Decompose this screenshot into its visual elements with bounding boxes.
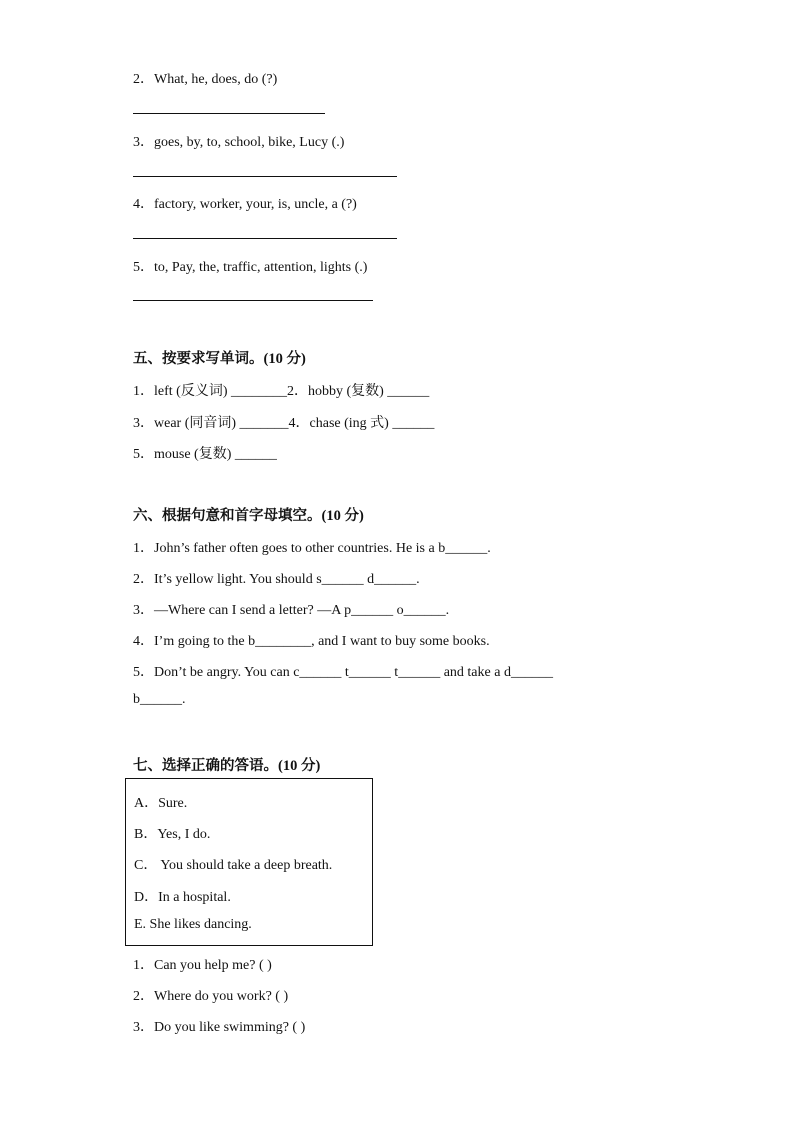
option-e: E. She likes dancing.	[134, 917, 252, 932]
answer-line	[133, 113, 325, 114]
s7-question-1: 1．Can you help me? ( )	[133, 958, 272, 973]
s4-item-3: 3．goes, by, to, school, bike, Lucy (.)	[133, 135, 345, 150]
s6-line-3: 3．—Where can I send a letter? —A p______ o______.	[133, 603, 450, 618]
s5-line-1: 1．left (反义词) ________2．hobby (复数) ______	[133, 384, 430, 399]
s5-line-2: 3．wear (同音词) _______4．chase (ing 式) ______	[133, 416, 435, 431]
s4-item-4: 4．factory, worker, your, is, uncle, a (?)	[133, 197, 357, 212]
s7-question-2: 2．Where do you work? ( )	[133, 989, 289, 1004]
option-c: C． You should take a deep breath.	[134, 858, 333, 873]
s6-line-5-cont: b______.	[133, 692, 186, 707]
s7-question-3: 3．Do you like swimming? ( )	[133, 1020, 306, 1035]
s6-line-1: 1．John’s father often goes to other countries. He is a b______.	[133, 541, 491, 556]
answer-line	[133, 176, 397, 177]
s6-line-5: 5．Don’t be angry. You can c______ t______ t______ and take a d______	[133, 665, 553, 680]
option-b: B．Yes, I do.	[134, 827, 211, 842]
section-6-title: 六、根据句意和首字母填空。(10 分)	[133, 508, 364, 524]
s4-item-5: 5．to, Pay, the, traffic, attention, lights (.)	[133, 260, 368, 275]
s5-line-3: 5．mouse (复数) ______	[133, 447, 277, 462]
s4-item-2: 2．What, he, does, do (?)	[133, 72, 278, 87]
answer-line	[133, 300, 373, 301]
option-d: D．In a hospital.	[134, 890, 231, 905]
s6-line-2: 2．It’s yellow light. You should s______ d______.	[133, 572, 420, 587]
section-7-title: 七、选择正确的答语。(10 分)	[133, 758, 321, 774]
s6-line-4: 4．I’m going to the b________, and I want to buy some books.	[133, 634, 490, 649]
options-box	[125, 778, 373, 946]
section-5-title: 五、按要求写单词。(10 分)	[133, 351, 306, 367]
answer-line	[133, 238, 397, 239]
option-a: A．Sure.	[134, 796, 188, 811]
